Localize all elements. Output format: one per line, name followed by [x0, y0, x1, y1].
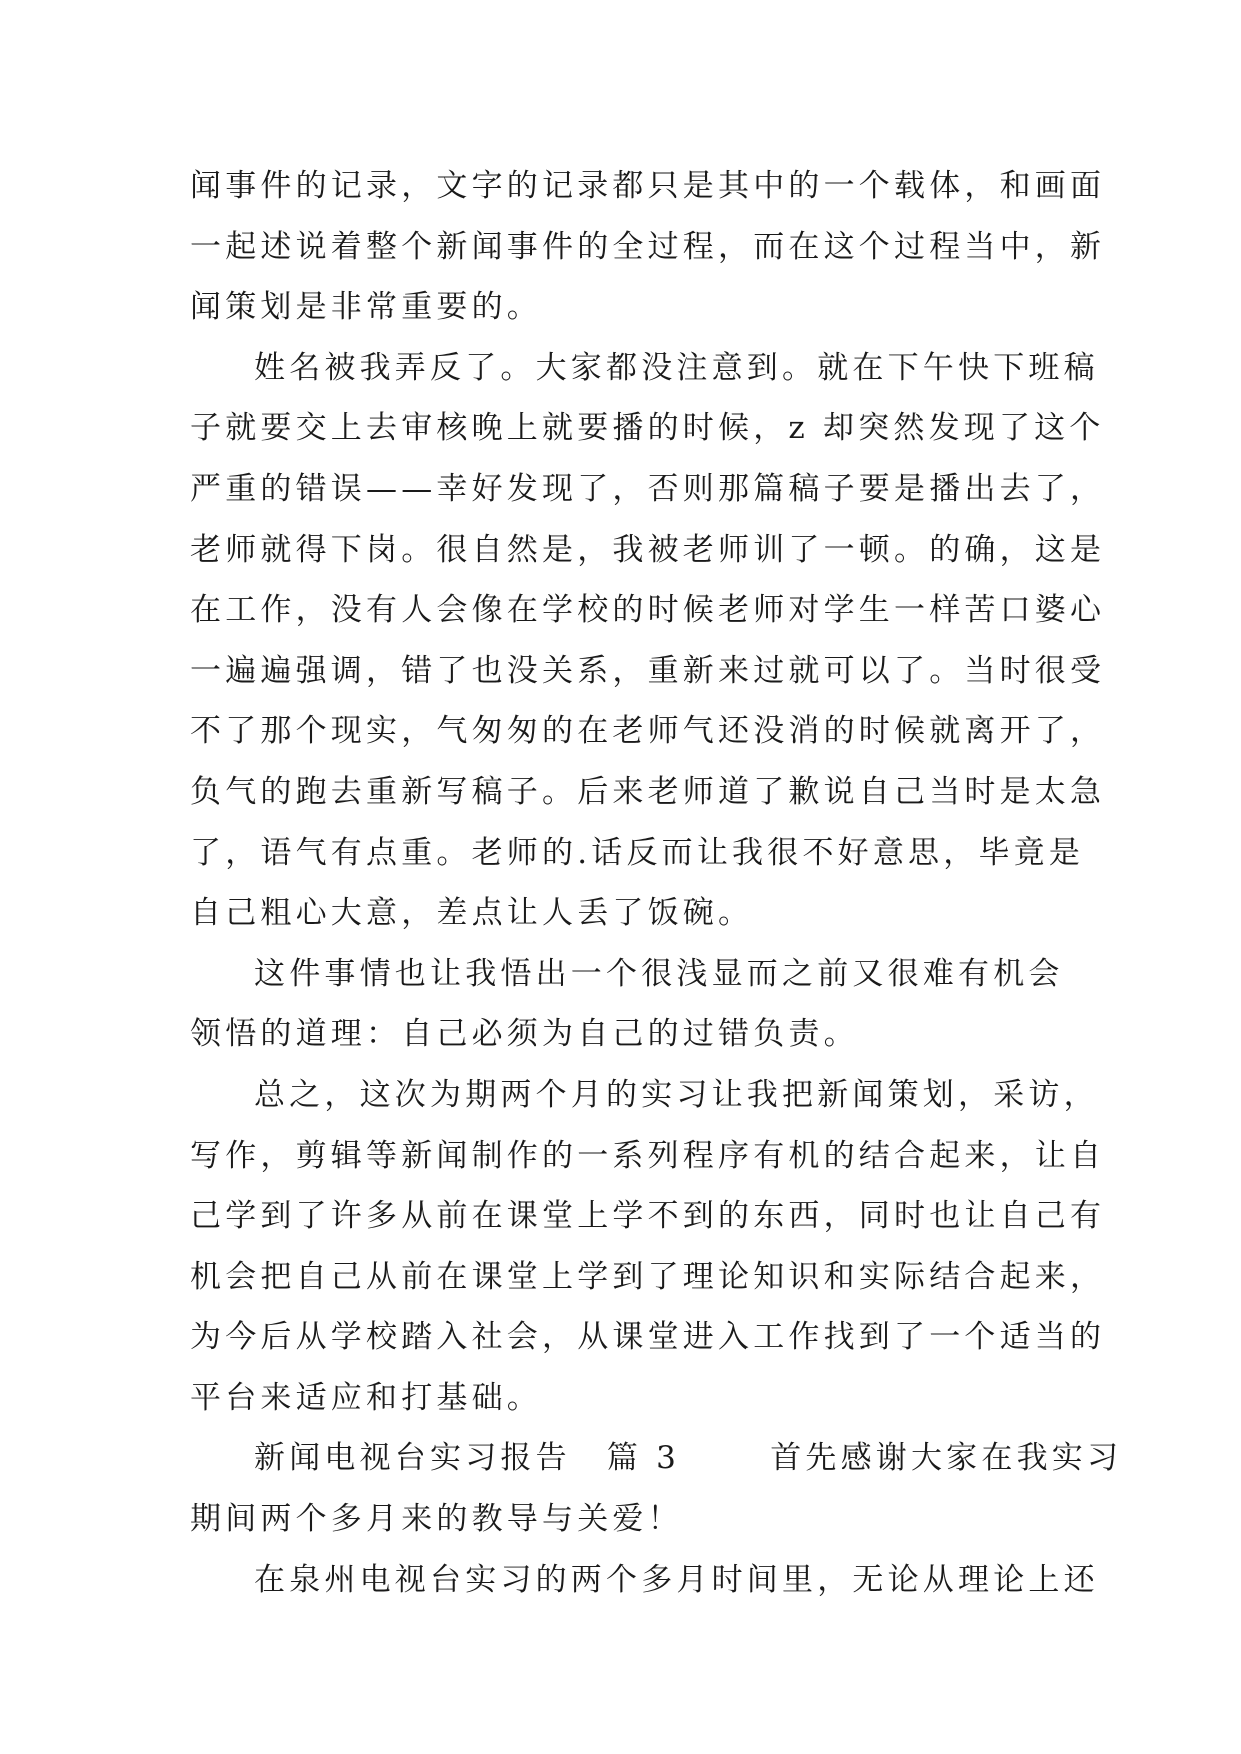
text-line: 写作，剪辑等新闻制作的一系列程序有机的结合起来，让自: [190, 1137, 1106, 1174]
document-body: [190, 156, 1106, 1428]
text-line: 一起述说着整个新闻事件的全过程，而在这个过程当中，新: [190, 228, 1106, 265]
text-line: 了，语气有点重。老师的.话反而让我很不好意思，毕竟是: [190, 834, 1085, 871]
text-line: 不了那个现实，气匆匆的在老师气还没消的时候就离开了，: [190, 713, 1106, 750]
text-line: 负气的跑去重新写稿子。后来老师道了歉说自己当时是太急: [190, 773, 1106, 810]
paragraph: [190, 338, 1106, 944]
report-title: 新闻电视台实习报告: [254, 1440, 571, 1477]
text-line: 这件事情也让我悟出一个很浅显而之前又很难有机会: [254, 955, 1064, 992]
text-line: 自己粗心大意，差点让人丢了饭碗。: [190, 895, 754, 932]
text-line: 闻事件的记录，文字的记录都只是其中的一个载体，和画面: [190, 168, 1106, 204]
paragraph: [190, 156, 1106, 338]
text-line: 一遍遍强调，错了也没关系，重新来过就可以了。当时很受: [190, 652, 1106, 689]
text-line: 总之，这次为期两个月的实习让我把新闻策划，采访，: [254, 1076, 1099, 1113]
text-line: 己学到了许多从前在课堂上学不到的东西，同时也让自己有: [190, 1198, 1106, 1235]
section-heading: [190, 1428, 1123, 1549]
paragraph: [190, 944, 1064, 1065]
text-line: 在工作，没有人会像在学校的时候老师对学生一样苦口婆心: [190, 592, 1106, 629]
text-line: 机会把自己从前在课堂上学到了理论知识和实际结合起来，: [190, 1258, 1106, 1295]
text-line: 领悟的道理：自己必须为自己的过错负责。: [190, 1016, 859, 1053]
text-line: 老师就得下岗。很自然是，我被老师训了一顿。的确，这是: [190, 531, 1106, 568]
thanks-text-continued: 期间两个多月来的教导与关爱！: [190, 1501, 683, 1538]
paragraph: [190, 1065, 1106, 1429]
text-line: 在泉州电视台实习的两个多月时间里，无论从理论上还: [254, 1561, 1099, 1598]
text-line: 平台来适应和打基础。: [190, 1379, 542, 1416]
text-line: 严重的错误——幸好发现了，否则那篇稿子要是播出去了，: [190, 470, 1106, 507]
text-line: 姓名被我弄反了。大家都没注意到。就在下午快下班稿: [254, 349, 1099, 386]
document-page: [190, 156, 1123, 1610]
last-paragraph: [190, 1550, 1099, 1611]
text-line: 闻策划是非常重要的。: [190, 289, 542, 326]
section-heading-line: [190, 1428, 1123, 1489]
text-line: 子就要交上去审核晚上就要播的时候，z 却突然发现了这个: [190, 410, 1105, 447]
text-line: 为今后从学校踏入社会，从课堂进入工作找到了一个适当的: [190, 1319, 1106, 1356]
thanks-text: 首先感谢大家在我实习: [770, 1440, 1123, 1477]
part-number: 篇 3: [606, 1440, 681, 1477]
paragraph: [190, 1550, 1099, 1611]
